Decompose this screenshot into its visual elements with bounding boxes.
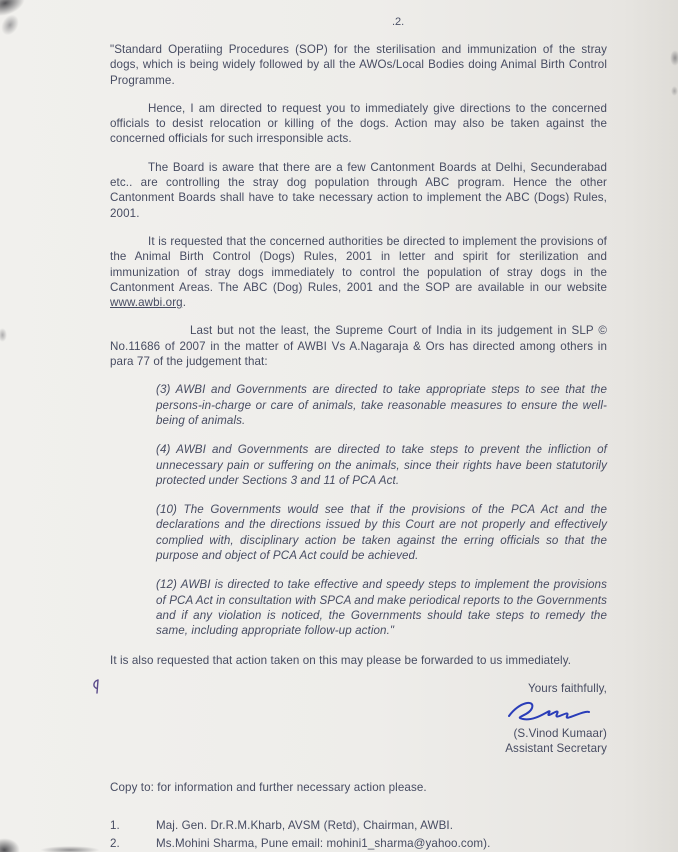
closing-salutation: Yours faithfully, xyxy=(527,681,607,695)
scan-smudge-left-edge xyxy=(0,328,7,342)
paragraph-requested-suffix: . xyxy=(182,296,187,310)
paragraph-requested xyxy=(110,234,607,310)
list-item-text: Ms.Mohini Sharma, Pune email: mohini1_sharma@yahoo.com). xyxy=(156,836,491,850)
closing-title: Assistant Secretary xyxy=(505,742,607,756)
paragraph-action-taken: It is also requested that action taken on this may please be forwarded to us immediately. xyxy=(110,653,572,667)
list-item-text: Maj. Gen. Dr.R.M.Kharb, AVSM (Retd), Chairman, AWBI. xyxy=(156,819,454,833)
list-item-number: 2. xyxy=(110,836,120,850)
scan-smudge-right-edge xyxy=(670,50,678,66)
paragraph-board: The Board is aware that there are a few Cantonment Boards at Delhi, Secunderabad etc.. are controlling the stray dog population through ABC program. Hence the other Cantonment Boards shall have to take necessary action to implement the ABC (Dogs) Rules, 2001. xyxy=(110,160,607,220)
scan-smudge-bottom-edge xyxy=(40,846,100,852)
list-item xyxy=(110,836,607,851)
scan-smudge-right-edge-2 xyxy=(671,86,678,96)
quote-para-3: (3) AWBI and Governments are directed to take appropriate steps to see that the persons-in-charge or care of animals, take reasonable measures to ensure the well-being of animals. xyxy=(156,383,607,427)
closing-block xyxy=(110,681,607,756)
signature-scribble xyxy=(505,698,593,728)
letter-body xyxy=(110,42,607,852)
quote-para-4: (4) AWBI and Governments are directed to take steps to prevent the infliction of unnecessary pain or suffering on the animals, since their rights have been statutorily protected under Sections 3 and 11 of PCA Act. xyxy=(156,443,607,487)
paragraph-sop: "Standard Operatiing Procedures (SOP) for the sterilisation and immunization of the stray dogs, which is being widely followed by all the AWOs/Local Bodies doing Animal Birth Control Programme. xyxy=(110,43,607,87)
scan-smudge-top-left-2 xyxy=(0,11,22,38)
paragraph-hence: Hence, I am directed to request you to immediately give directions to the concerned officials to desist relocation or killing of the dogs. Action may also be taken against the concerned officials for such irresponsible acts. xyxy=(110,101,607,146)
distribution-list xyxy=(110,818,607,851)
copy-to-heading: Copy to: for information and further necessary action please. xyxy=(110,781,427,795)
paragraph-requested-text: It is requested that the concerned authorities be directed to implement the provisions of the Animal Birth Control (Dogs) Rules, 2001 in letter and spirit for sterilization and immunization of stray dogs immediately to control the population of stray dogs in the Cantonment Areas. The ABC (Dog) Rules, 2001 and the SOP are available in our website xyxy=(110,234,607,294)
website-link[interactable]: www.awbi.org xyxy=(110,296,183,310)
list-item xyxy=(110,818,607,833)
paragraph-supreme-court: Last but not the least, the Supreme Court of India in its judgement in SLP © No.11686 of 2007 in the matter of AWBI Vs A.Nagaraja & Ors has directed among others in para 77 of the judgement that: xyxy=(110,324,607,369)
judgement-quotes xyxy=(156,382,607,638)
quote-para-10: (10) The Governments would see that if the provisions of the PCA Act and the declarations and the directions issued by this Court are not properly and effectively complied with, disciplinary action be taken against the erring officials so that the purpose and object of PCA Act could be achieved. xyxy=(156,503,607,563)
page-number: .2. xyxy=(392,16,405,28)
scan-smudge-top-left xyxy=(0,0,28,19)
list-item-number: 1. xyxy=(110,819,120,833)
quote-para-12: (12) AWBI is directed to take effective and speedy steps to implement the provisions of PCA Act in consultation with SPCA and make periodical reports to the Governments and if any violation is noticed, the Governments should take steps to remedy the same, including appropriate follow-up action." xyxy=(156,578,608,638)
pen-mark xyxy=(90,678,102,701)
scan-smudge-bottom-left xyxy=(0,838,20,852)
closing-name: (S.Vinod Kumaar) xyxy=(513,727,607,741)
